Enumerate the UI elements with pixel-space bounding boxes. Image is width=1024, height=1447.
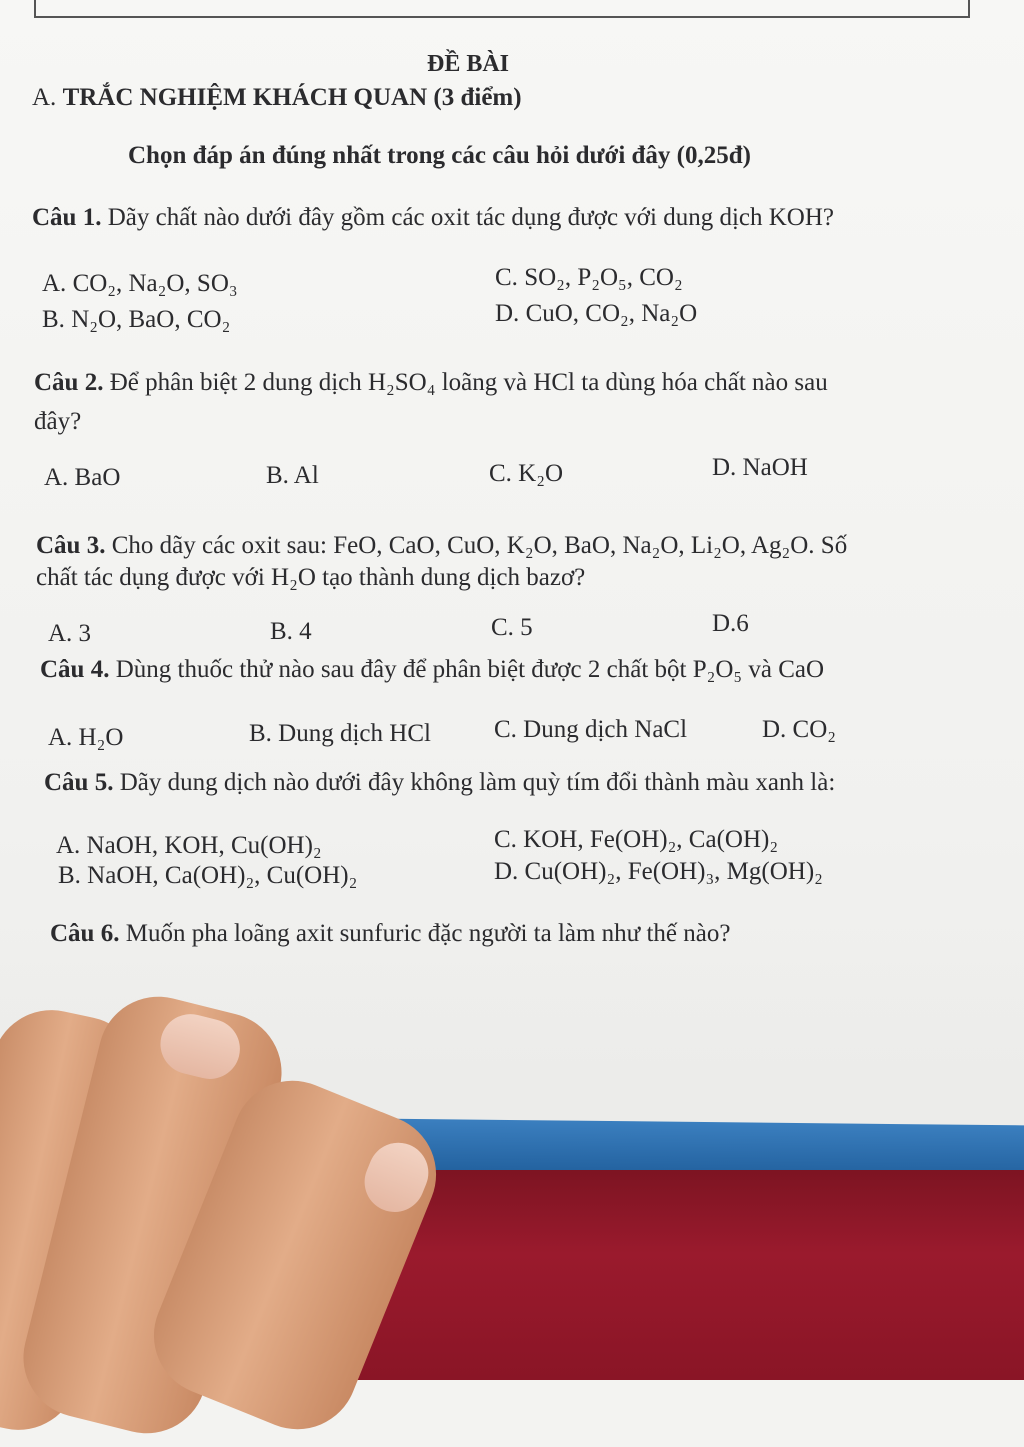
fingernail <box>356 1134 438 1221</box>
q2-option-d[interactable]: D. NaOH <box>712 454 808 481</box>
question-text: Dùng thuốc thử nào sau đây để phân biệt được 2 chất bột P₂O₅ và CaO <box>115 656 825 683</box>
section-heading <box>32 82 522 114</box>
option-text: N₂O, BaO, CO₂ <box>71 306 231 333</box>
option-letter: A. <box>42 270 67 297</box>
q3-option-b[interactable]: B. 4 <box>270 618 312 645</box>
q5-option-c[interactable]: C. KOH, Fe(OH)₂, Ca(OH)₂ <box>494 826 779 853</box>
q4-option-b[interactable]: B. Dung dịch HCl <box>249 720 431 747</box>
option-letter: B. <box>42 306 65 333</box>
instruction: Chọn đáp án đúng nhất trong các câu hỏi dưới đây (0,25đ) <box>128 142 751 169</box>
question-4 <box>40 654 824 686</box>
question-1 <box>32 202 834 234</box>
section-letter: A. <box>32 84 57 111</box>
fingernail <box>154 1008 246 1086</box>
q3-option-d[interactable]: D.6 <box>712 610 749 637</box>
question-label: Câu 4. <box>40 656 110 683</box>
option-letter: C. <box>495 264 518 291</box>
section-title: TRẮC NGHIỆM KHÁCH QUAN (3 điểm) <box>62 84 522 111</box>
q5-option-b[interactable]: B. NaOH, Ca(OH)₂, Cu(OH)₂ <box>58 862 358 889</box>
q2-option-b[interactable]: B. Al <box>266 462 319 489</box>
q1-option-d[interactable] <box>495 298 697 330</box>
q1-option-b[interactable] <box>42 304 230 336</box>
q4-option-a[interactable]: A. H₂O <box>48 724 124 751</box>
option-text: SO₂, P₂O₅, CO₂ <box>524 264 683 291</box>
q4-option-c[interactable]: C. Dung dịch NaCl <box>494 716 688 743</box>
q1-option-c[interactable] <box>495 262 683 294</box>
q4-option-d[interactable]: D. CO₂ <box>762 716 836 743</box>
q1-option-a[interactable] <box>42 268 238 300</box>
question-text: Muốn pha loãng axit sunfuric đặc người ta làm như thế nào? <box>125 920 731 947</box>
q3-option-c[interactable]: C. 5 <box>491 614 533 641</box>
question-3-cont: chất tác dụng được với H₂O tạo thành dung dịch bazơ? <box>36 564 586 591</box>
question-label: Câu 5. <box>44 769 114 796</box>
option-letter: D. <box>495 300 520 327</box>
question-text: Cho dãy các oxit sau: FeO, CaO, CuO, K₂O, BaO, Na₂O, Li₂O, Ag₂O. Số <box>111 532 848 559</box>
option-text: CuO, CO₂, Na₂O <box>525 300 698 327</box>
question-label: Câu 1. <box>32 204 102 231</box>
q5-option-a[interactable]: A. NaOH, KOH, Cu(OH)₂ <box>56 832 322 859</box>
page-title: ĐỀ BÀI <box>427 51 510 77</box>
question-2-cont: đây? <box>34 408 82 435</box>
question-label: Câu 6. <box>50 920 120 947</box>
question-3 <box>36 530 847 562</box>
question-5 <box>44 767 835 799</box>
q3-option-a[interactable]: A. 3 <box>48 620 92 647</box>
question-2 <box>34 367 828 399</box>
option-text: CO₂, Na₂O, SO₃ <box>72 270 238 297</box>
q5-option-d[interactable]: D. Cu(OH)₂, Fe(OH)₃, Mg(OH)₂ <box>494 858 823 885</box>
question-text: Dãy dung dịch nào dưới đây không làm quỳ tím đổi thành màu xanh là: <box>119 769 836 796</box>
question-label: Câu 3. <box>36 532 106 559</box>
q2-option-a[interactable]: A. BaO <box>44 464 121 491</box>
question-text: Để phân biệt 2 dung dịch H₂SO₄ loãng và HCl ta dùng hóa chất nào sau <box>109 369 828 396</box>
page-border <box>34 0 970 18</box>
question-label: Câu 2. <box>34 369 104 396</box>
question-6 <box>50 918 730 950</box>
question-text: Dãy chất nào dưới đây gồm các oxit tác dụng được với dung dịch KOH? <box>107 204 835 231</box>
q2-option-c[interactable]: C. K₂O <box>489 460 563 487</box>
